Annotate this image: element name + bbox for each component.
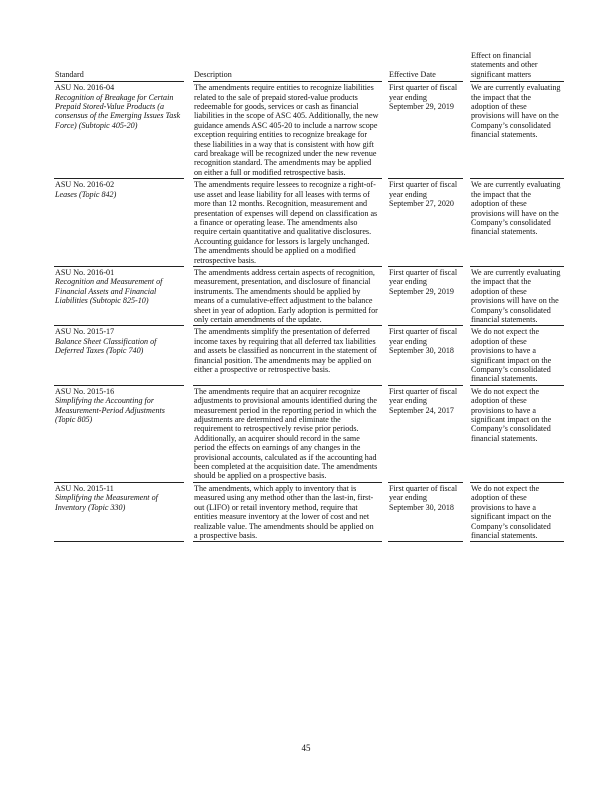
standard-cell (54, 385, 184, 482)
table-row (54, 179, 564, 267)
effective-date-cell: First quarter of fiscal year ending September 24, 2017 (388, 385, 463, 482)
description-cell: The amendments require entities to recognize liabilities related to the sale of prepaid stored-value products redeemable for goods, services or cash as financial liabilities in the scope of ASC 405. Additionally, the new guidance amends ASC 405-20 to include a narrow scope exception requiring entities to recognize breakage for these liabilities in a way that is consistent with how gift card breakage will be recognized under the new revenue recognition standard. The amendments may be applied on either a full or modified retrospective basis. (193, 82, 382, 179)
standard-title: Balance Sheet Classification of Deferred Taxes (Topic 740) (55, 336, 157, 356)
table-row (54, 82, 564, 179)
standard-code: ASU No. 2016-01 (55, 267, 115, 277)
standard-title: Leases (Topic 842) (55, 189, 117, 199)
description-cell: The amendments address certain aspects of recognition, measurement, presentation, and disclosure of financial instruments. The amendments should be applied by means of a cumulative-effect adjustment to the balance sheet in year of adoption. Early adoption is permitted for only certain amendments of the update. (193, 266, 382, 325)
effect-cell: We are currently evaluating the impact that the adoption of these provisions will have on the Company’s consolidated financial statements. (470, 179, 564, 267)
standard-code: ASU No. 2016-02 (55, 180, 115, 190)
standard-title: Recognition of Breakage for Certain Prepaid Stored-Value Products (a consensus of the Emerging Issues Task Force) (Subtopic 405-20) (55, 92, 181, 130)
effective-date-cell: First quarter of fiscal year ending September 29, 2019 (388, 82, 463, 179)
description-cell: The amendments simplify the presentation of deferred income taxes by requiring that all deferred tax liabilities and assets be classified as noncurrent in the statement of financial position. The amendments may be applied on either a prospective or retrospective basis. (193, 326, 382, 385)
standard-code: ASU No. 2015-16 (55, 386, 115, 396)
header-effect: Effect on financial statements and other significant matters (470, 51, 564, 82)
standard-title: Simplifying the Measurement of Inventory (Topic 330) (55, 493, 158, 512)
standard-code: ASU No. 2015-11 (55, 483, 114, 493)
table-row (54, 326, 564, 385)
standard-title: Recognition and Measurement of Financial Assets and Financial Liabilities (Subtopic 825-10) (55, 277, 163, 306)
effective-date-cell: First quarter of fiscal year ending September 30, 2018 (388, 482, 463, 541)
table-row (54, 266, 564, 325)
standard-cell (54, 179, 184, 267)
standard-cell (54, 266, 184, 325)
effective-date-cell: First quarter of fiscal year ending September 30, 2018 (388, 326, 463, 385)
header-description: Description (193, 51, 382, 82)
standard-cell (54, 82, 184, 179)
effective-date-cell: First quarter of fiscal year ending September 29, 2019 (388, 266, 463, 325)
page-number: 45 (301, 743, 311, 753)
accounting-standards-table (54, 51, 564, 542)
effect-cell: We are currently evaluating the impact that the adoption of these provisions will have on the Company’s consolidated financial statements. (470, 266, 564, 325)
effective-date-cell: First quarter of fiscal year ending September 27, 2020 (388, 179, 463, 267)
header-standard: Standard (54, 51, 184, 82)
standard-cell (54, 326, 184, 385)
header-row (54, 51, 564, 82)
standard-code: ASU No. 2015-17 (55, 327, 115, 337)
table-row (54, 482, 564, 541)
effect-cell: We do not expect the adoption of these provisions to have a significant impact on the Company’s consolidated financial statements. (470, 482, 564, 541)
description-cell: The amendments, which apply to inventory that is measured using any method other than the last-in, first-out (LIFO) or retail inventory method, require that entities measure inventory at the lower of cost and net realizable value. The amendments should be applied on a prospective basis. (193, 482, 382, 541)
standard-title: Simplifying the Accounting for Measurement-Period Adjustments (Topic 805) (55, 396, 165, 425)
effect-cell: We are currently evaluating the impact that the adoption of these provisions will have on the Company’s consolidated financial statements. (470, 82, 564, 179)
effect-cell: We do not expect the adoption of these provisions to have a significant impact on the Company’s consolidated financial statements. (470, 326, 564, 385)
description-cell: The amendments require lessees to recognize a right-of-use asset and lease liability for all leases with terms of more than 12 months. Recognition, measurement and presentation of expenses will depend on classification as a finance or operating lease. The amendments also require certain quantitative and qualitative disclosures. Accounting guidance for lessors is largely unchanged. The amendments should be applied on a modified retrospective basis. (193, 179, 382, 267)
effect-cell: We do not expect the adoption of these provisions to have a significant impact on the Company’s consolidated financial statements. (470, 385, 564, 482)
header-effective-date: Effective Date (388, 51, 463, 82)
table-row (54, 385, 564, 482)
standard-code: ASU No. 2016-04 (55, 83, 115, 93)
standard-cell (54, 482, 184, 541)
description-cell: The amendments require that an acquirer recognize adjustments to provisional amounts identified during the measurement period in the reporting period in which the adjustments are determined and eliminate the requirement to retrospectively revise prior periods. Additionally, an acquirer should record in the same period the effects on earnings of any changes in the provisional accounts, calculated as if the accounting had been completed at the acquisition date. The amendments should be applied on a prospective basis. (193, 385, 382, 482)
